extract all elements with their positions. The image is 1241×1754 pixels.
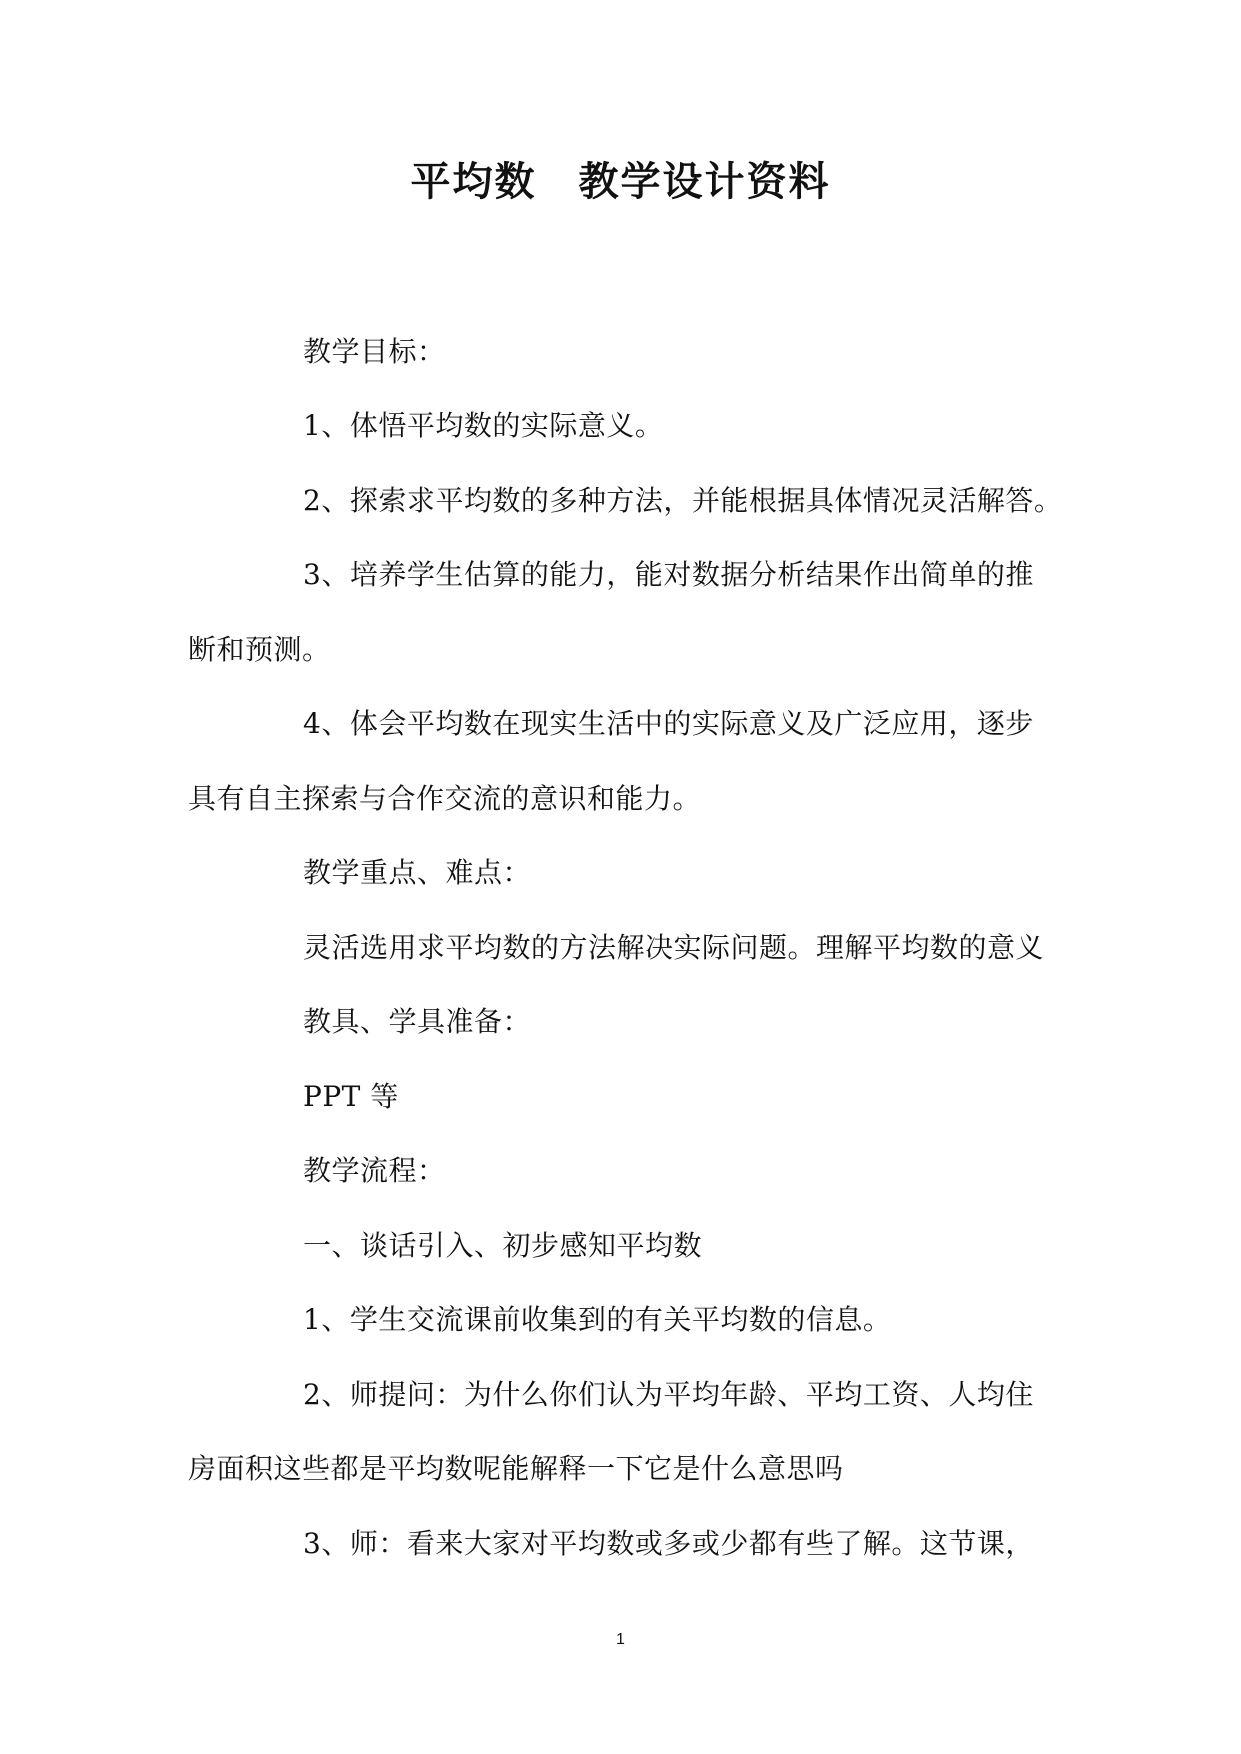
paragraph-line: 1、学生交流课前收集到的有关平均数的信息。 bbox=[303, 1303, 892, 1336]
paragraph-line: 具有自主探索与合作交流的意识和能力。 bbox=[188, 782, 702, 815]
paragraph-line: 一、谈话引入、初步感知平均数 bbox=[303, 1229, 703, 1262]
section-heading-key-points: 教学重点、难点： bbox=[303, 856, 532, 889]
paragraph-line: 房面积这些都是平均数呢能解释一下它是什么意思吗 bbox=[188, 1452, 844, 1485]
section-heading-procedure: 教学流程： bbox=[303, 1154, 446, 1187]
paragraph-line: 灵活选用求平均数的方法解决实际问题。理解平均数的意义 bbox=[303, 931, 1045, 964]
section-heading-materials: 教具、学具准备： bbox=[303, 1005, 532, 1038]
paragraph-line: 3、师：看来大家对平均数或多或少都有些了解。这节课， bbox=[303, 1527, 1034, 1560]
paragraph-line: 3、培养学生估算的能力，能对数据分析结果作出简单的推 bbox=[303, 558, 1034, 591]
paragraph-line: 2、探索求平均数的多种方法，并能根据具体情况灵活解答。 bbox=[303, 484, 1063, 517]
paragraph-line: 断和预测。 bbox=[188, 633, 331, 666]
paragraph-line: 1、体悟平均数的实际意义。 bbox=[303, 409, 664, 442]
paragraph-line: 2、师提问：为什么你们认为平均年龄、平均工资、人均住 bbox=[303, 1378, 1034, 1411]
page-number: 1 bbox=[616, 1631, 625, 1648]
paragraph-line: PPT 等 bbox=[303, 1080, 399, 1113]
paragraph-line: 4、体会平均数在现实生活中的实际意义及广泛应用，逐步 bbox=[303, 707, 1034, 740]
section-heading-objectives: 教学目标： bbox=[303, 335, 446, 368]
document-title: 平均数 教学设计资料 bbox=[410, 158, 831, 205]
